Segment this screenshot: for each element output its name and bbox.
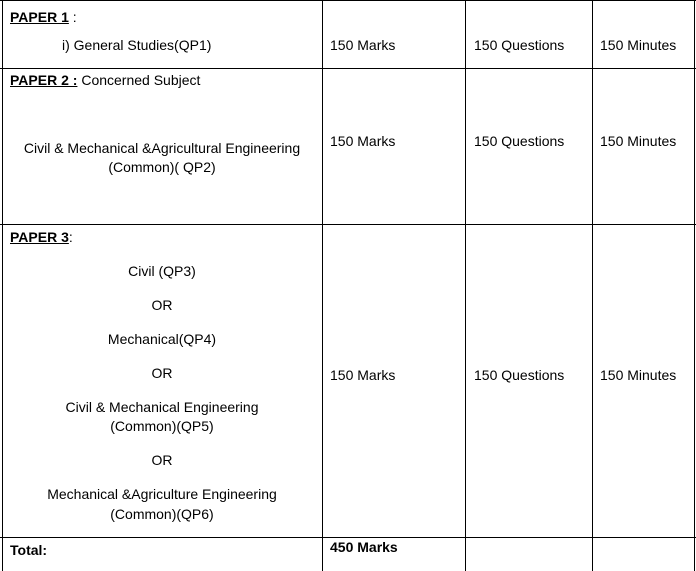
paper1-minutes: 150 Minutes [600,37,677,53]
paper3-option-civil: Civil (QP3) [128,263,196,279]
paper3-or-3: OR [151,452,173,468]
paper3-option-civil-mech-line2: (Common)(QP5) [110,418,214,434]
paper3-option-civil-mech-line1: Civil & Mechanical Engineering [65,399,259,415]
table-border-top [0,0,696,1]
paper2-heading [10,71,200,89]
paper3-questions: 150 Questions [474,367,565,383]
paper1-marks: 150 Marks [330,37,396,53]
paper1-label: PAPER 1 [10,9,69,25]
column-divider-questions [465,0,466,571]
paper3-option-mechanical: Mechanical(QP4) [107,331,217,347]
paper3-label: PAPER 3 [10,229,69,245]
total-label: Total: [10,542,48,558]
paper1-questions: 150 Questions [474,37,565,53]
paper2-minutes: 150 Minutes [600,133,677,149]
column-divider-minutes [592,0,593,571]
paper2-label: PAPER 2 : [10,72,78,88]
paper2-marks: 150 Marks [330,133,396,149]
paper1-heading [10,8,77,26]
paper3-or-1: OR [151,297,173,313]
paper1-subject: i) General Studies(QP1) [62,37,212,53]
paper2-subject-line2: (Common)( QP2) [108,159,216,175]
row-divider-paper2 [0,68,696,69]
paper3-label-suffix: : [68,229,73,245]
paper2-subject-line1: Civil & Mechanical &Agricultural Engineering [23,140,301,156]
paper3-minutes: 150 Minutes [600,367,677,383]
row-divider-paper3 [0,224,696,225]
paper3-option-mech-agri-line1: Mechanical &Agriculture Engineering [47,486,277,502]
column-divider-marks [322,0,323,571]
table-border-left [2,0,3,571]
paper3-marks: 150 Marks [330,367,396,383]
paper3-option-mech-agri-line2: (Common)(QP6) [110,506,214,522]
table-border-right [694,0,695,571]
total-marks: 450 Marks [330,539,398,555]
paper2-label-suffix: Concerned Subject [77,72,201,88]
paper2-questions: 150 Questions [474,133,565,149]
paper3-heading [10,228,73,246]
paper1-label-suffix: : [68,9,77,25]
paper3-or-2: OR [151,365,173,381]
